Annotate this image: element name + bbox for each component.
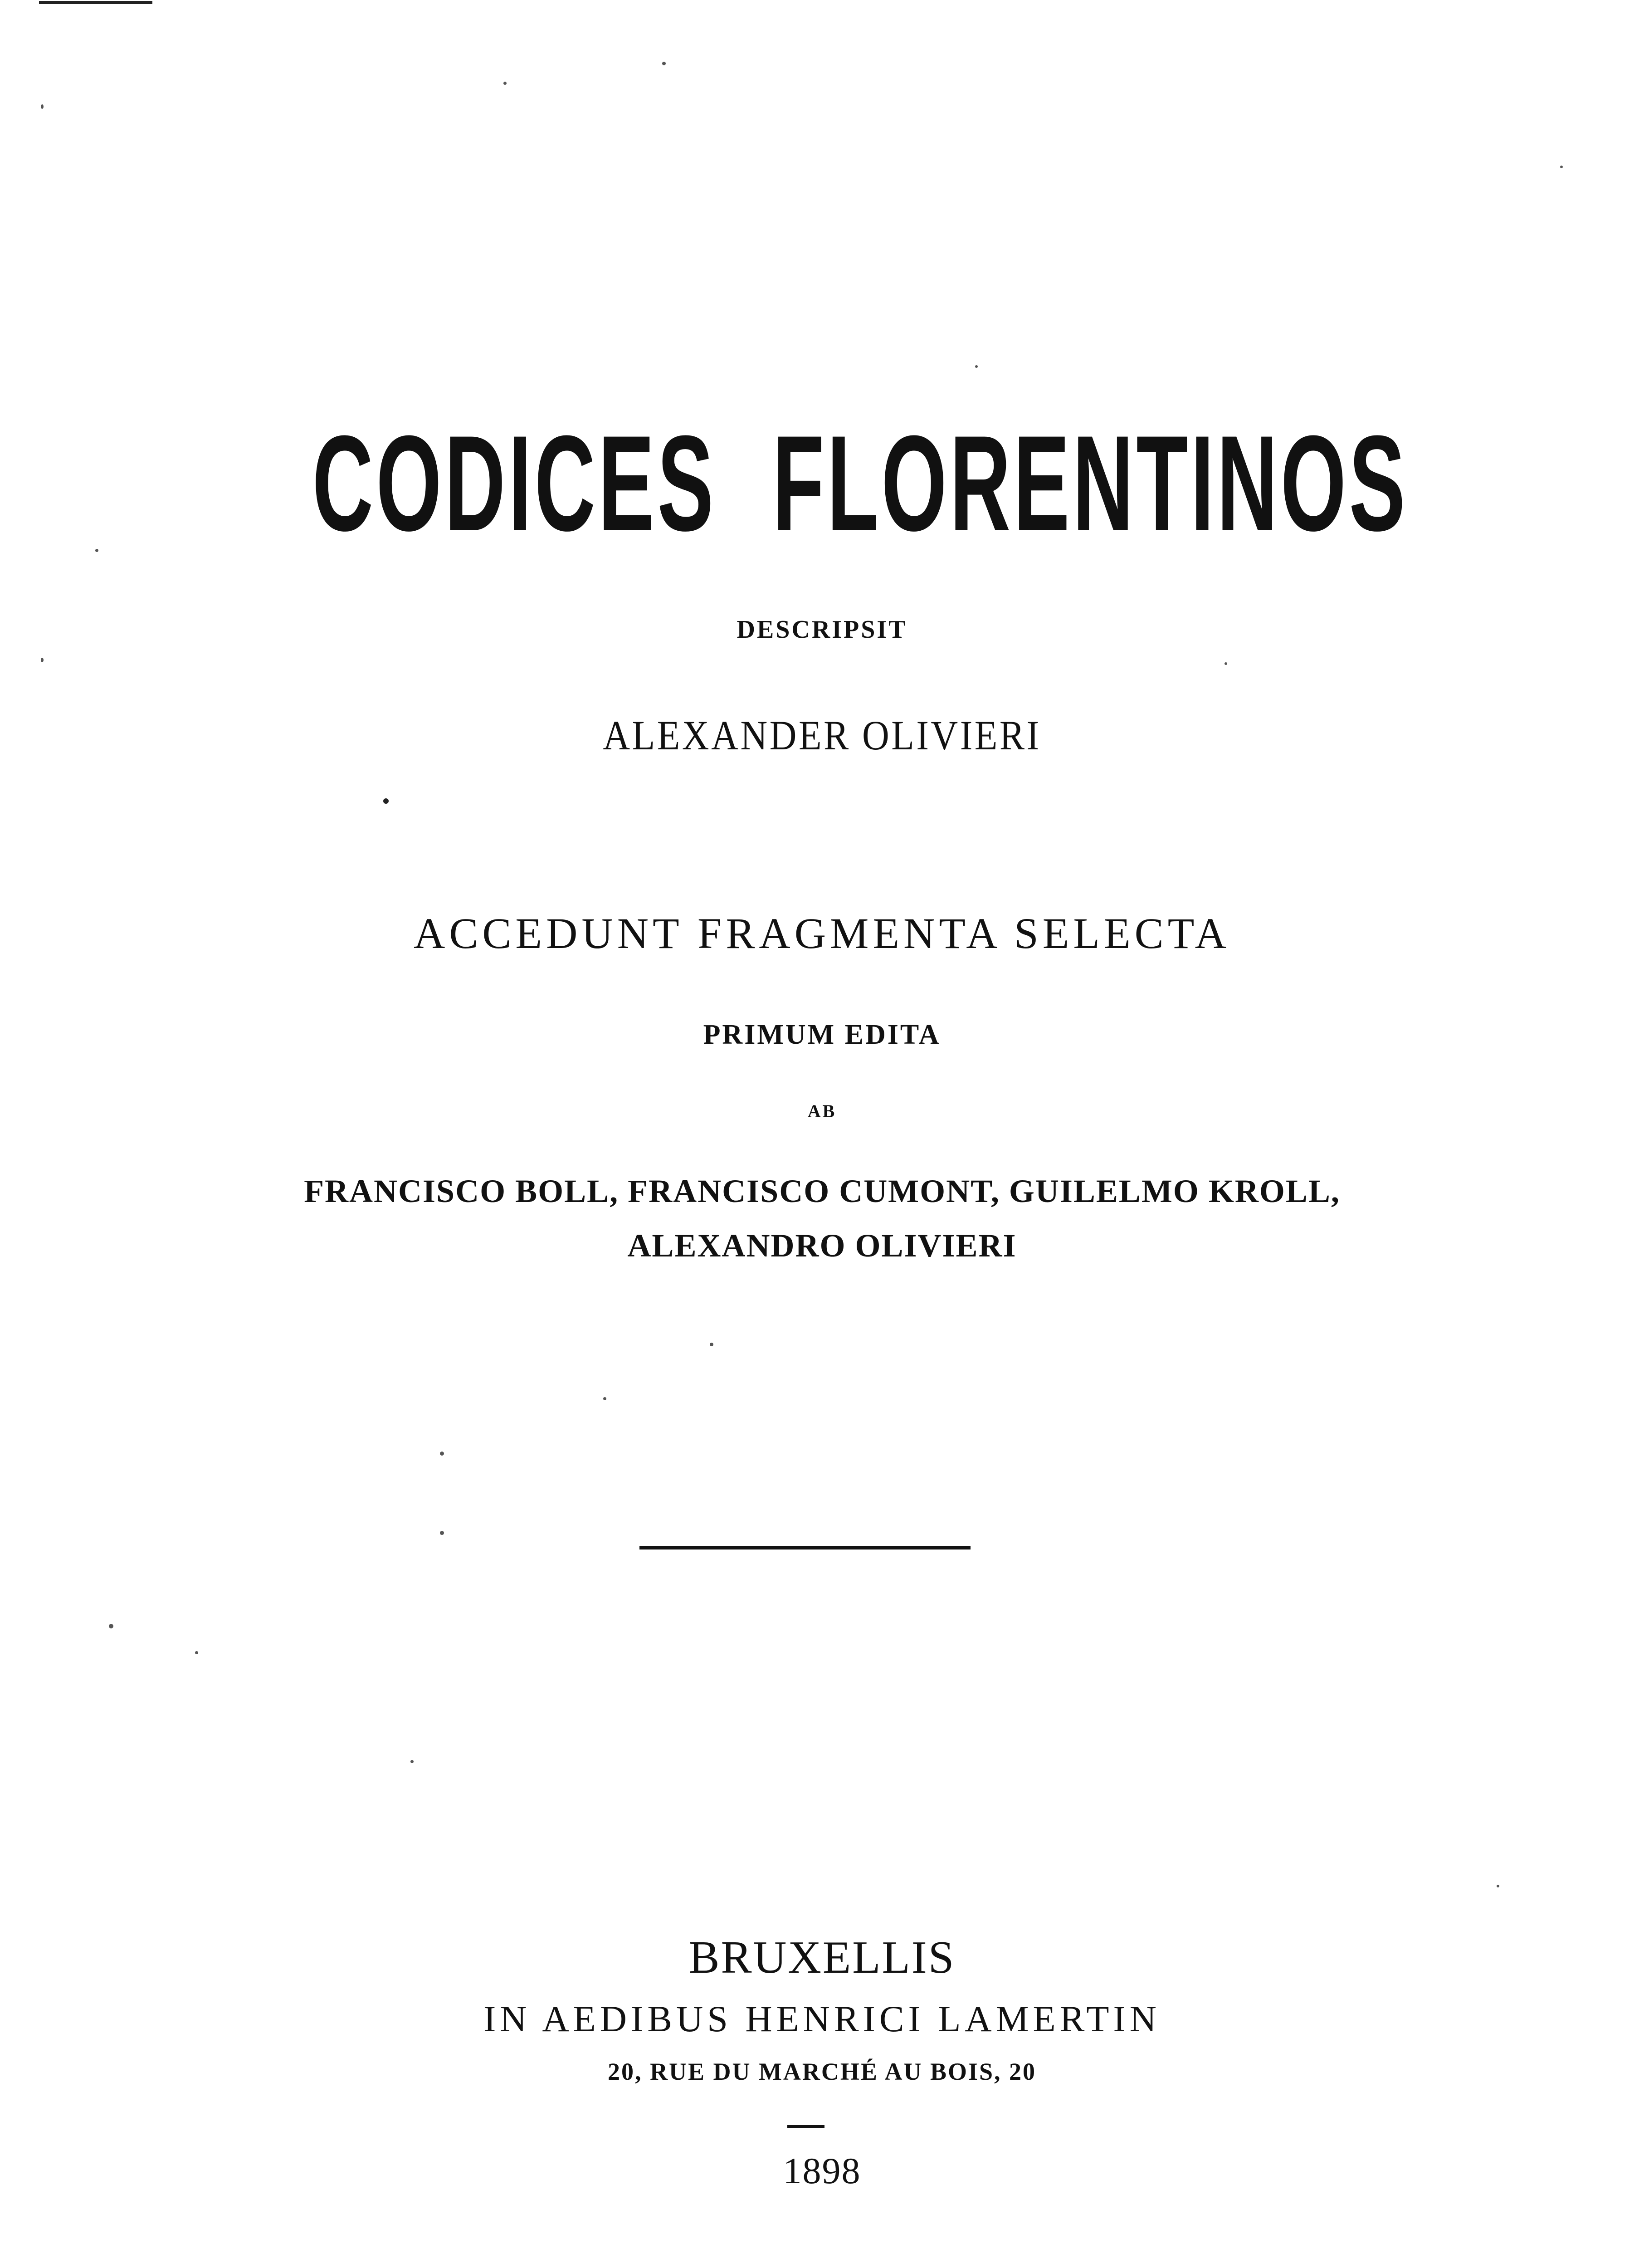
editors-line-1: FRANCISCO BOLL, FRANCISCO CUMONT, GUILELMO KROLL,: [304, 1173, 1340, 1209]
scan-speck: [41, 658, 44, 662]
imprint-city: BRUXELLIS: [688, 1932, 956, 1983]
imprint-address: 20, RUE DU MARCHÉ AU BOIS, 20: [607, 2058, 1037, 2085]
top-edge-mark: [39, 1, 152, 4]
scan-speck: [1224, 662, 1227, 665]
title-word-1: CODICES: [312, 407, 717, 559]
scan-speck: [975, 365, 978, 368]
ab-label: AB: [807, 1101, 837, 1121]
scan-speck: [41, 104, 44, 109]
scan-speck: [95, 549, 98, 552]
scan-speck: [410, 1760, 414, 1763]
accedunt-line: ACCEDUNT FRAGMENTA SELECTA: [414, 909, 1230, 958]
author-name: ALEXANDER OLIVIERI: [603, 712, 1041, 758]
descripsit-label: DESCRIPSIT: [737, 616, 907, 644]
scan-speck: [109, 1624, 113, 1628]
scan-speck: [440, 1452, 444, 1456]
scan-speck: [662, 62, 666, 65]
imprint-dash: [787, 2125, 824, 2128]
title-word-2: FLORENTINOS: [772, 407, 1408, 559]
divider-rule: [639, 1546, 971, 1549]
scan-speck: [440, 1531, 444, 1535]
scan-speck: [195, 1651, 198, 1654]
scan-speck: [383, 798, 389, 804]
editors-line-2: ALEXANDRO OLIVIERI: [627, 1227, 1017, 1264]
primum-edita-line: PRIMUM EDITA: [703, 1019, 941, 1050]
scan-speck: [710, 1343, 713, 1346]
imprint-publisher: IN AEDIBUS HENRICI LAMERTIN: [483, 1998, 1161, 2039]
scan-speck: [603, 1397, 606, 1400]
scan-speck: [1560, 166, 1563, 168]
imprint-year: 1898: [783, 2150, 861, 2191]
scan-speck: [503, 82, 507, 85]
book-title: [312, 407, 1408, 559]
scan-speck: [1497, 1885, 1499, 1887]
